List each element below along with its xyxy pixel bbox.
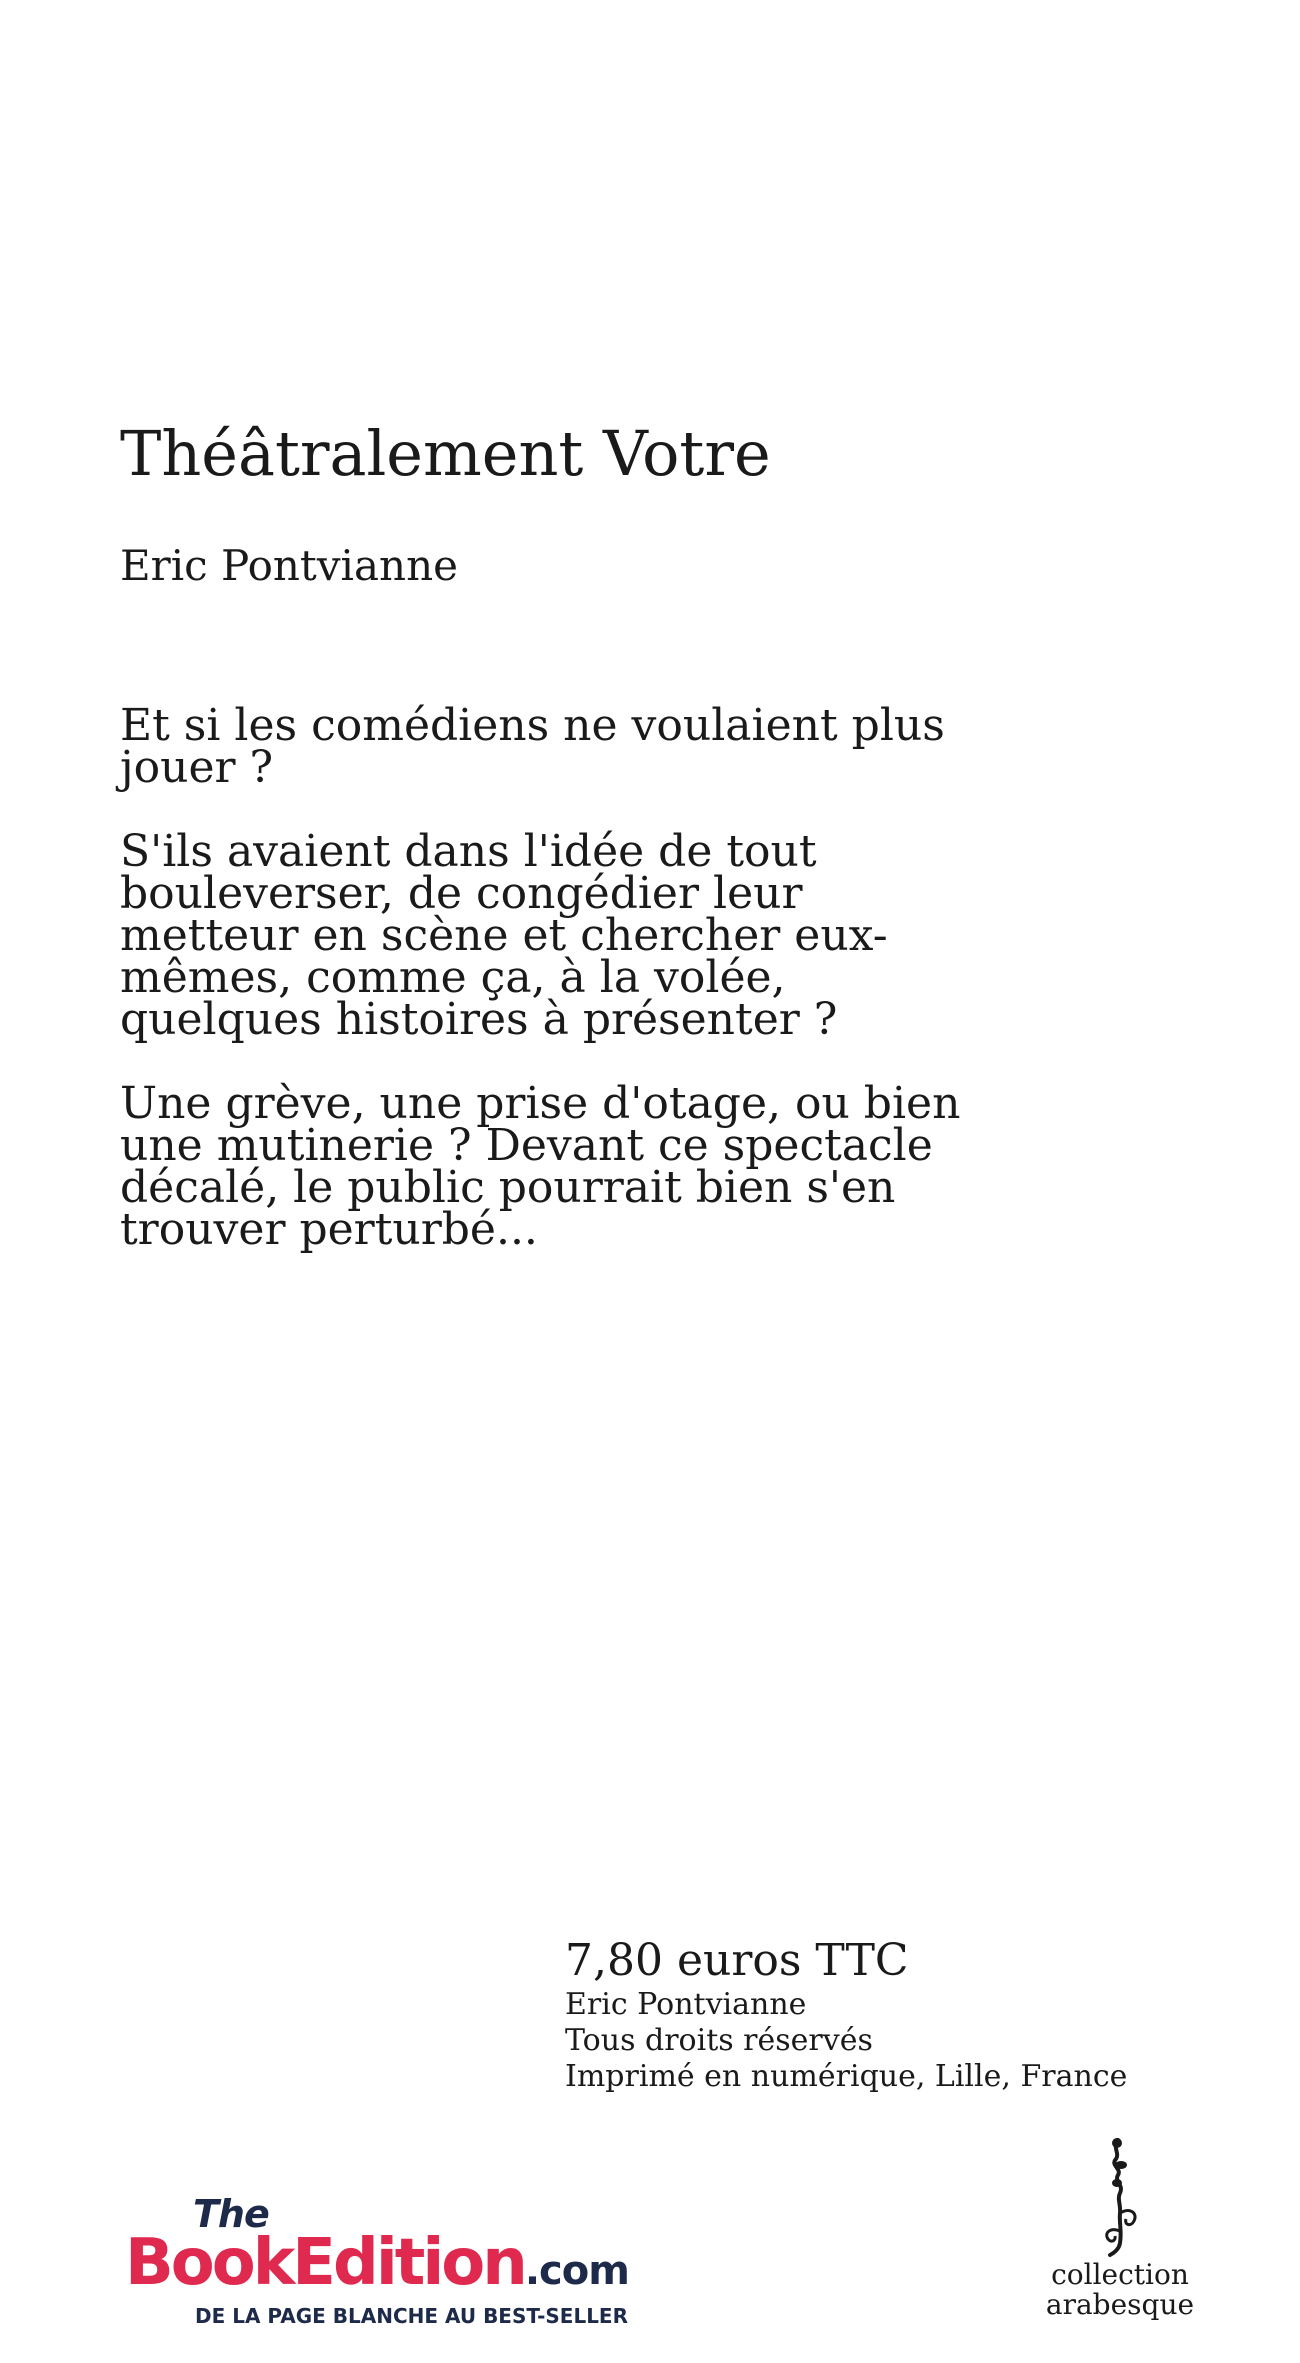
colophon-author: Eric Pontvianne bbox=[565, 1987, 807, 2022]
blurb-paragraph: Une grève, une prise d'otage, ou bien une mutinerie ? Devant ce spectacle décalé, le public pourrait bien s'en trouver perturbé... bbox=[120, 1078, 961, 1255]
logo-tld: .com bbox=[524, 2248, 629, 2294]
blurb-paragraph: S'ils avaient dans l'idée de tout bouleverser, de congédier leur metteur en scène et chercher eux-mêmes, comme ça, à la volée, quelques histoires à présenter ? bbox=[120, 826, 888, 1045]
logo-brand bbox=[125, 2226, 629, 2300]
logo-brand-name: BookEdition bbox=[125, 2226, 525, 2300]
back-cover-blurb bbox=[120, 700, 980, 1293]
collection-arabesque-logo bbox=[1030, 2135, 1210, 2335]
book-title: Théâtralement Votre bbox=[120, 417, 771, 490]
price: 7,80 euros TTC bbox=[565, 1935, 909, 1986]
logo-tagline: DE LA PAGE BLANCHE AU BEST-SELLER bbox=[195, 2304, 628, 2328]
colophon-rights: Tous droits réservés bbox=[565, 2023, 873, 2058]
blurb-paragraph: Et si les comédiens ne voulaient plus jouer ? bbox=[120, 700, 945, 793]
colophon bbox=[565, 1935, 1127, 2095]
colophon-printed: Imprimé en numérique, Lille, France bbox=[565, 2059, 1128, 2094]
logo-the: The bbox=[193, 2192, 269, 2236]
arabesque-icon bbox=[1090, 2135, 1150, 2260]
collection-line-1: collection bbox=[1051, 2258, 1189, 2291]
bookedition-logo bbox=[125, 2192, 725, 2328]
collection-line-2: arabesque bbox=[1045, 2288, 1195, 2321]
book-author: Eric Pontvianne bbox=[120, 541, 458, 590]
